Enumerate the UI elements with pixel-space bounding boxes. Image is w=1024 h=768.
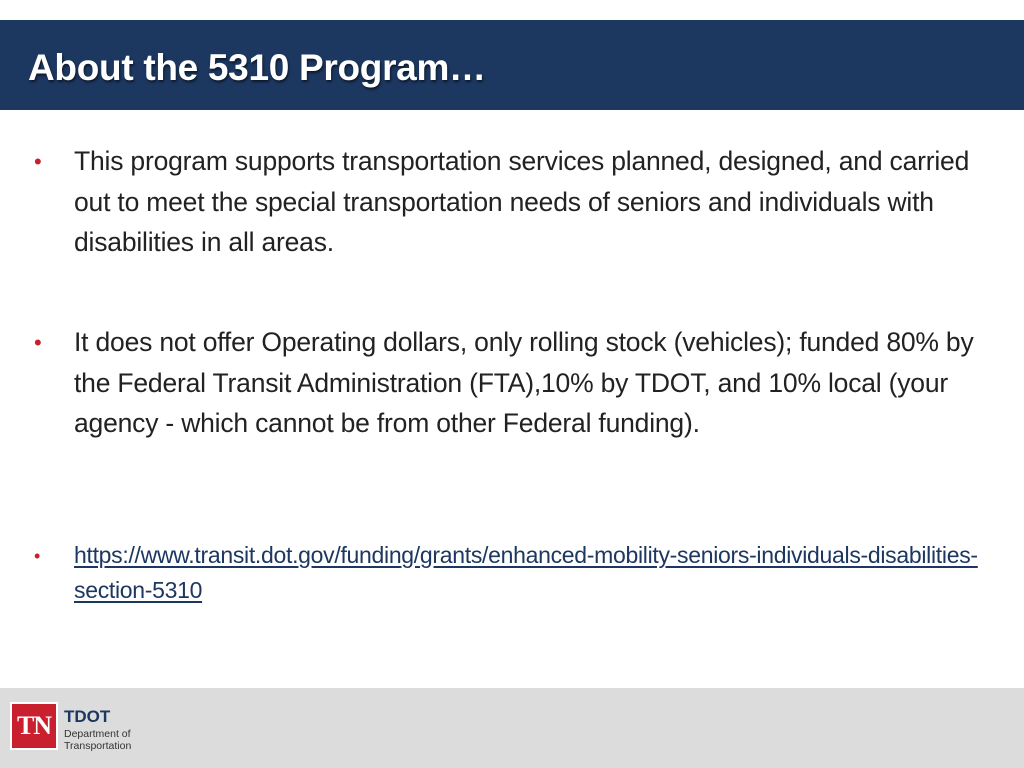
logo-line-1: Department of (64, 728, 131, 740)
bullet-marker: • (34, 330, 42, 355)
logo-department (64, 728, 131, 752)
logo-line-2: Transportation (64, 740, 132, 752)
bullet-text: This program supports transportation services planned, designed, and carried out to meet the special transportation needs of seniors and individuals with disabilities in all areas. (74, 146, 970, 258)
bullet-marker: • (34, 546, 41, 566)
logo-name: TDOT (64, 707, 111, 726)
footer-bar (0, 688, 1024, 768)
bullet-marker: • (34, 149, 42, 174)
tdot-logo (10, 700, 145, 760)
program-link[interactable]: https://www.transit.dot.gov/funding/grants/enhanced-mobility-seniors-individuals-disabilities-section-5310 (74, 542, 978, 603)
bullet-text: It does not offer Operating dollars, only rolling stock (vehicles); funded 80% by the Federal Transit Administration (FTA),10% by TDOT, and 10% local (your agency - which cannot be from other Federal funding). (74, 327, 974, 439)
slide-title: About the 5310 Program… (28, 47, 486, 88)
tn-badge-icon: TN (10, 702, 58, 750)
